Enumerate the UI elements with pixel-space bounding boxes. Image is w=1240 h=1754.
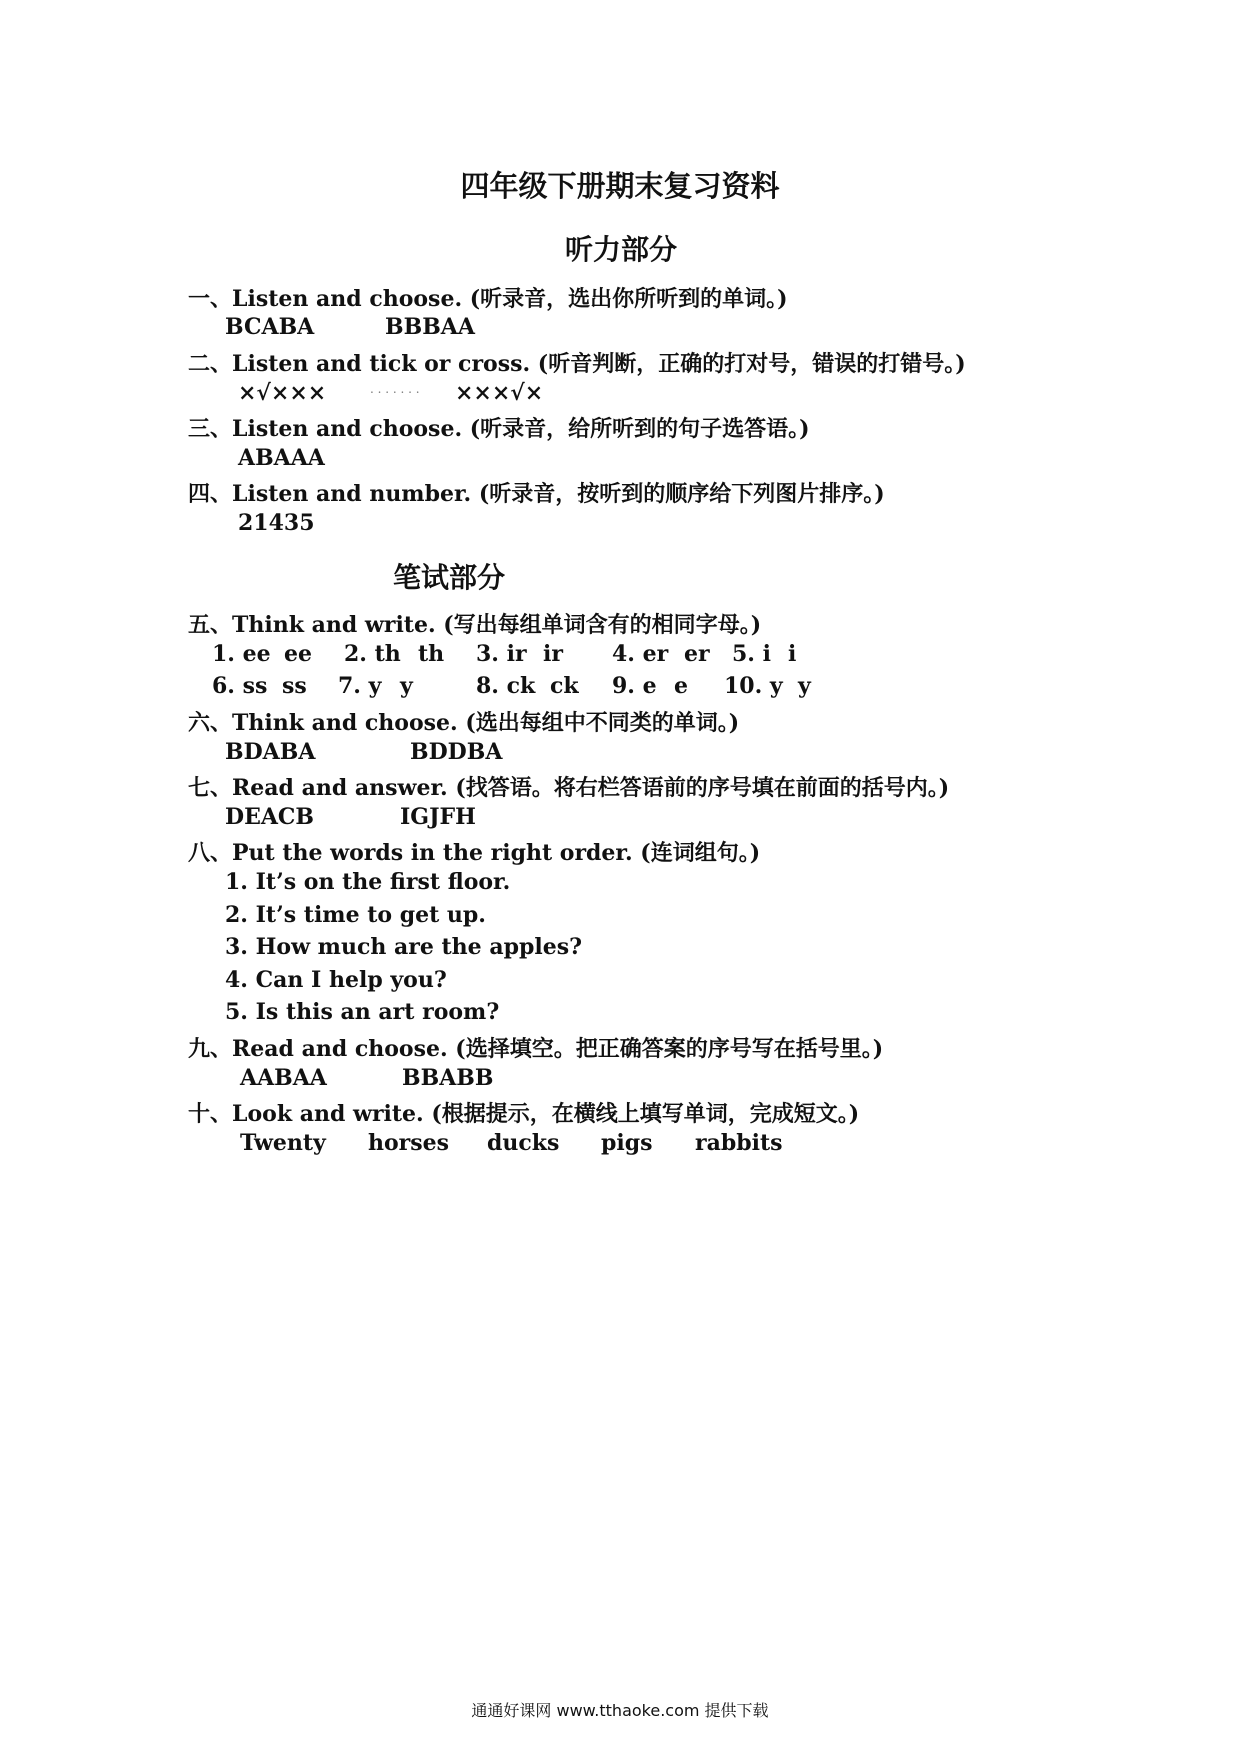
q5-r1-c2: ee [284,641,312,667]
q8-item-1: 1. It’s on the first floor. [225,869,511,895]
q5-heading: 五、Think and write. (写出每组单词含有的相同字母。) [188,612,762,638]
q5-r1-c1: 1. ee [212,641,271,667]
q8-item-2: 2. It’s time to get up. [225,902,486,928]
q5-r1-c4: th [418,641,445,667]
q3-heading: 三、Listen and choose. (听录音，给所听到的句子选答语。) [188,416,810,442]
q5-r1-c7: 4. er [612,641,669,667]
q1-heading: 一、Listen and choose. (听录音，选出你所听到的单词。) [188,286,788,312]
q5-r1-c10: i [788,641,797,667]
q5-r2-c2: ss [282,673,307,699]
q6-heading: 六、Think and choose. (选出每组中不同类的单词。) [188,710,740,736]
q4-answer-1: 21435 [238,510,315,536]
q9-answer-1: AABAA [240,1065,327,1091]
q7-heading: 七、Read and answer. (找答语。将右栏答语前的序号填在前面的括号内。) [188,775,950,801]
q10-word-5: rabbits [695,1130,783,1156]
q5-r1-c5: 3. ir [476,641,527,667]
q5-r2-c3: 7. y [338,673,382,699]
q8-heading: 八、Put the words in the right order. (连词组句。) [188,840,761,866]
q5-r2-c10: y [798,673,811,699]
q10-heading: 十、Look and write. (根据提示，在横线上填写单词，完成短文。) [188,1101,860,1127]
q10-word-3: ducks [487,1130,560,1156]
q9-answer-2: BBABB [402,1065,494,1091]
q5-r2-c5: 8. ck [476,673,536,699]
q1-answer-2: BBBAA [385,314,475,340]
q5-r1-c3: 2. th [344,641,401,667]
q9-heading: 九、Read and choose. (选择填空。把正确答案的序号写在括号里。) [188,1036,884,1062]
q5-r2-c9: 10. y [724,673,783,699]
q6-answer-2: BDDBA [410,739,503,765]
q7-answer-1: DEACB [225,804,315,830]
q8-item-4: 4. Can I help you? [225,967,447,993]
q2-heading: 二、Listen and tick or cross. (听音判断，正确的打对号，错误的打错号。) [188,351,966,377]
q5-r2-c6: ck [550,673,579,699]
page-title: 四年级下册期末复习资料 [460,169,780,203]
q10-word-1: Twenty [240,1130,326,1156]
q5-r2-c7: 9. e [612,673,657,699]
footer-source: 通通好课网 www.tthaoke.com 提供下载 [471,1701,769,1720]
q2-answer-1: ×√××× [238,380,327,406]
q8-item-5: 5. Is this an art room? [225,999,500,1025]
q5-r1-c6: ir [543,641,563,667]
q8-item-3: 3. How much are the apples? [225,934,582,960]
q5-r2-c8: e [674,673,688,699]
q4-heading: 四、Listen and number. (听录音，按听到的顺序给下列图片排序。) [188,481,885,507]
q7-answer-2: IGJFH [400,804,476,830]
q2-answer-2: ×××√× [455,380,544,406]
q2-dots: . . . . . . . [370,382,420,396]
q5-r2-c4: y [400,673,413,699]
q6-answer-1: BDABA [225,739,316,765]
q3-answer-1: ABAAA [238,445,325,471]
q5-r1-c8: er [684,641,710,667]
q5-r1-c9: 5. i [732,641,771,667]
writing-section-title: 笔试部分 [393,561,506,594]
q5-r2-c1: 6. ss [212,673,268,699]
q10-word-2: horses [368,1130,450,1156]
listening-section-title: 听力部分 [565,233,678,266]
q1-answer-1: BCABA [225,314,315,340]
q10-word-4: pigs [601,1130,653,1156]
